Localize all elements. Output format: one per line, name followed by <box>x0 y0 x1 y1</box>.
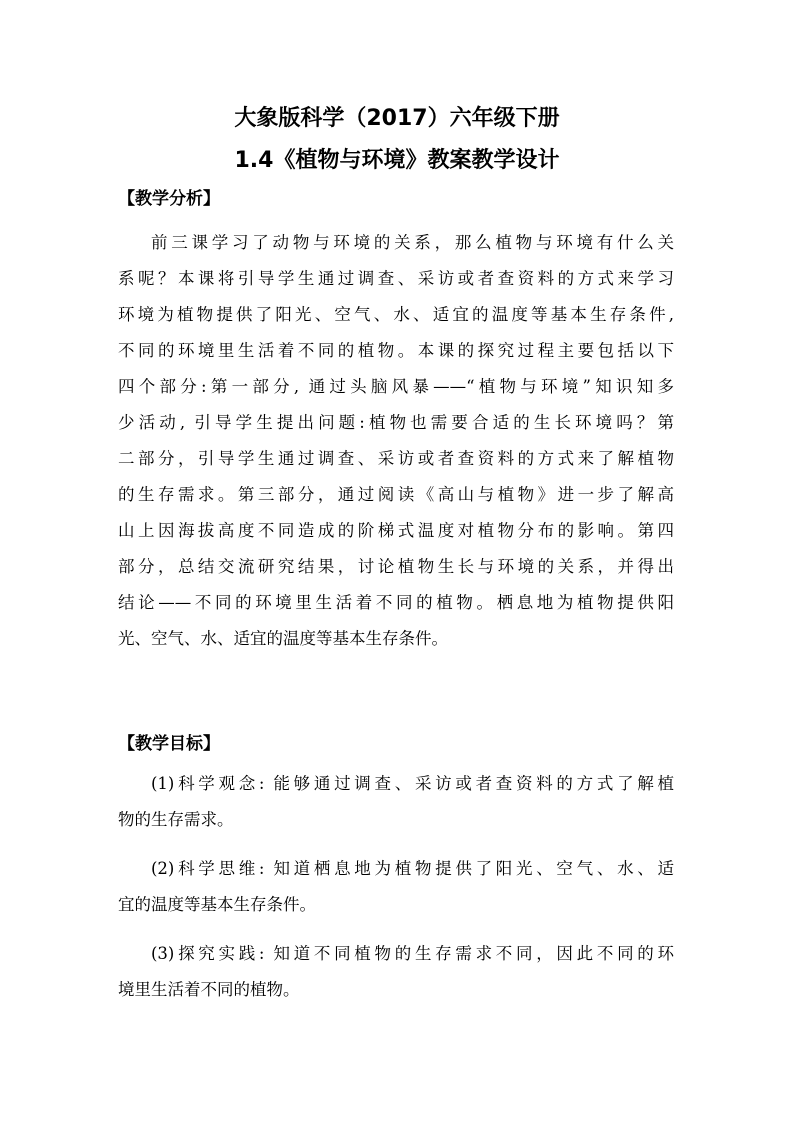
document-subtitle: 1.4《植物与环境》教案教学设计 <box>234 148 560 173</box>
paragraph-line: 的生存需求。第三部分，通过阅读《高山与植物》进一步了解高 <box>118 485 674 504</box>
paragraph-line: 结论——不同的环境里生活着不同的植物。栖息地为植物提供阳 <box>118 593 674 612</box>
objective-item-2 <box>118 851 674 923</box>
paragraph-line: 二部分，引导学生通过调查、采访或者查资料的方式来了解植物 <box>118 449 674 468</box>
paragraph-line: 四个部分:第一部分, 通过头脑风暴——“植物与环境”知识知多 <box>118 377 674 396</box>
objective-line: (1)科学观念: 能够通过调查、采访或者查资料的方式了解植 <box>151 774 674 793</box>
objective-line: (2)科学思维: 知道栖息地为植物提供了阳光、空气、水、适 <box>151 859 674 878</box>
paragraph-line: 前三课学习了动物与环境的关系，那么植物与环境有什么关 <box>151 233 674 252</box>
objective-item-1 <box>118 766 674 838</box>
paragraph-line: 不同的环境里生活着不同的植物。本课的探究过程主要包括以下 <box>118 341 674 360</box>
section-heading-analysis: 【教学分析】 <box>118 189 220 209</box>
objective-line: 宜的温度等基本生存条件。 <box>118 895 316 914</box>
objective-line: 物的生存需求。 <box>118 810 234 829</box>
paragraph-line: 系呢？本课将引导学生通过调查、采访或者查资料的方式来学习 <box>118 269 674 288</box>
document-title: 大象版科学（2017）六年级下册 <box>234 106 560 131</box>
paragraph-line: 环境为植物提供了阳光、空气、水、适宜的温度等基本生存条件, <box>118 305 674 324</box>
analysis-paragraph <box>118 225 674 657</box>
paragraph-line: 山上因海拔高度不同造成的阶梯式温度对植物分布的影响。第四 <box>118 521 674 540</box>
paragraph-line: 部分，总结交流研究结果，讨论植物生长与环境的关系，并得出 <box>118 557 674 576</box>
objective-line: 境里生活着不同的植物。 <box>118 980 300 999</box>
objective-item-3 <box>118 936 674 1008</box>
section-heading-objectives: 【教学目标】 <box>118 734 220 754</box>
objective-line: (3)探究实践: 知道不同植物的生存需求不同，因此不同的环 <box>151 944 674 963</box>
paragraph-line: 光、空气、水、适宜的温度等基本生存条件。 <box>118 629 448 648</box>
paragraph-line: 少活动, 引导学生提出问题:植物也需要合适的生长环境吗？第 <box>118 413 674 432</box>
